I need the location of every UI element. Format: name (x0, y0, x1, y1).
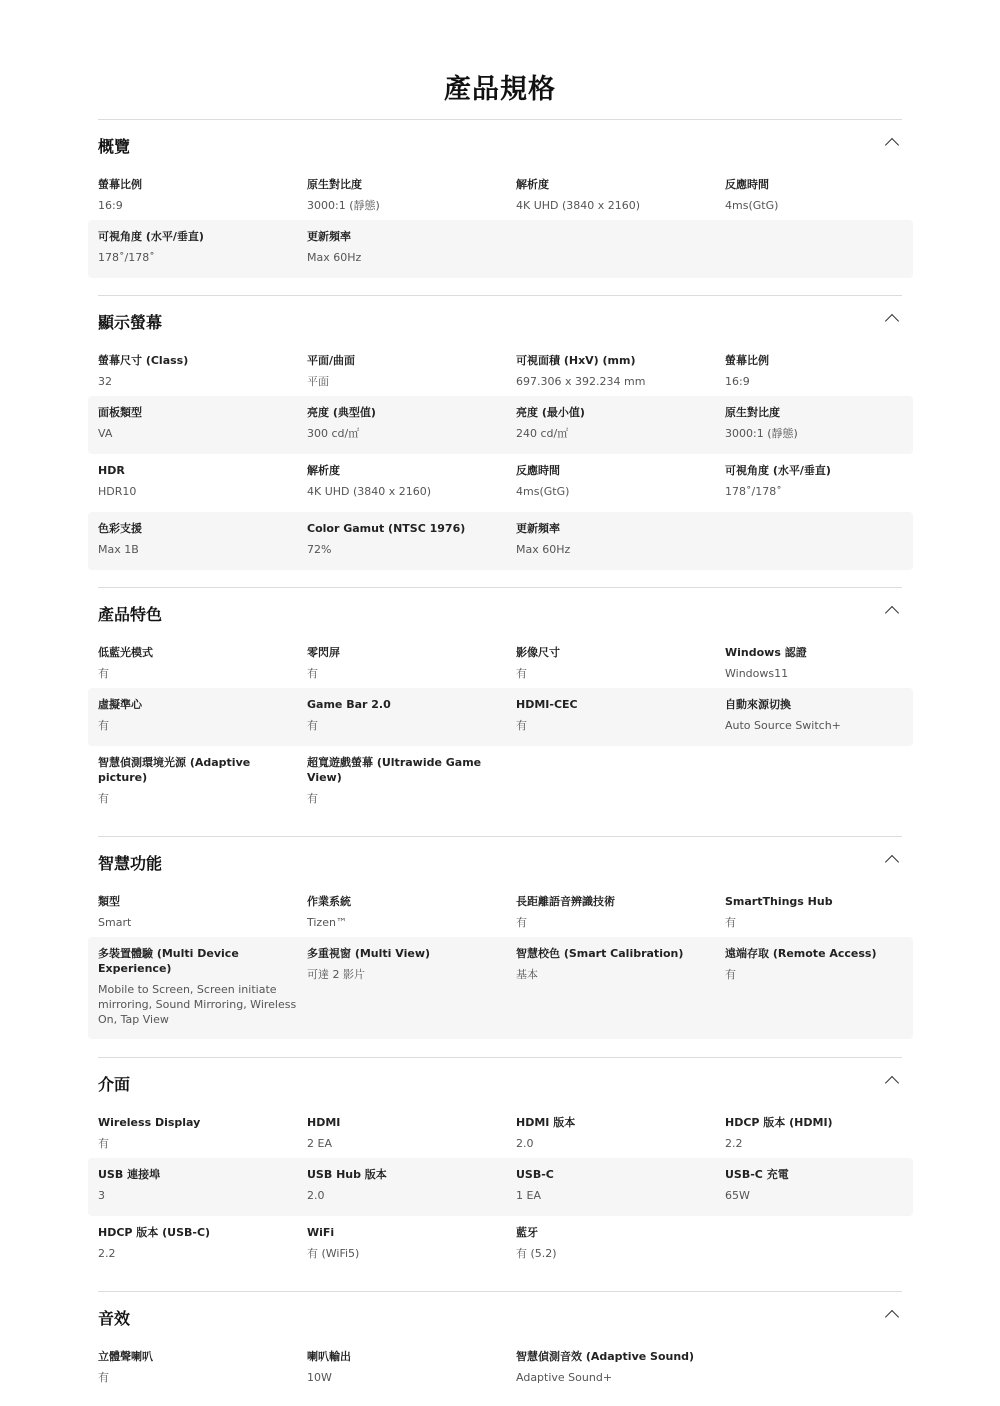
spec-value: Max 1B (98, 543, 139, 556)
spec-label: Color Gamut (NTSC 1976) (307, 522, 466, 535)
spec-item (98, 344, 298, 389)
spec-item (307, 746, 507, 806)
spec-row (88, 688, 913, 746)
spec-value: 2.2 (98, 1247, 116, 1260)
spec-value: 1 EA (516, 1189, 541, 1202)
spec-label: 虛擬準心 (98, 698, 142, 711)
section-header[interactable] (88, 851, 913, 877)
spec-item (98, 937, 298, 1027)
spec-value: 4ms(GtG) (725, 199, 779, 212)
spec-label: 智慧偵測環境光源 (Adaptive picture) (98, 756, 251, 784)
spec-item (307, 937, 507, 982)
spec-item (98, 885, 298, 930)
spec-row (88, 937, 913, 1039)
spec-section (88, 310, 913, 556)
spec-item (725, 168, 925, 213)
spec-label: 解析度 (307, 464, 340, 477)
spec-item (516, 1340, 716, 1385)
spec-value: Tizen™ (307, 916, 347, 929)
spec-label: 多裝置體驗 (Multi Device Experience) (98, 947, 239, 975)
chevron-up-icon[interactable] (885, 855, 899, 869)
spec-row (88, 512, 913, 570)
spec-item (725, 688, 925, 733)
spec-item (725, 1158, 925, 1203)
section-header[interactable] (88, 134, 913, 160)
spec-label: 立體聲喇叭 (98, 1350, 153, 1363)
spec-item (307, 220, 507, 265)
spec-label: USB 連接埠 (98, 1168, 161, 1181)
spec-label: HDMI (307, 1116, 341, 1129)
chevron-up-icon[interactable] (885, 138, 899, 152)
spec-row (88, 1106, 913, 1158)
section-title: 介面 (98, 1075, 131, 1094)
spec-label: 更新頻率 (516, 522, 560, 535)
spec-label: HDCP 版本 (USB-C) (98, 1226, 211, 1239)
spec-label: 影像尺寸 (516, 646, 560, 659)
spec-item (98, 1106, 298, 1151)
section-title: 智慧功能 (98, 854, 163, 873)
spec-item (516, 344, 716, 389)
spec-row (88, 454, 913, 512)
divider (98, 119, 902, 120)
spec-value: Adaptive Sound+ (516, 1371, 613, 1384)
spec-value: 有 (98, 719, 109, 732)
spec-label: 低藍光模式 (98, 646, 153, 659)
spec-item (307, 1340, 507, 1385)
spec-label: 亮度 (典型值) (307, 406, 376, 419)
spec-item (307, 885, 507, 930)
spec-value: 有 (307, 792, 318, 805)
spec-value: Windows11 (725, 667, 789, 680)
spec-item (98, 636, 298, 681)
spec-item (516, 885, 716, 930)
spec-label: Windows 認證 (725, 646, 807, 659)
spec-label: 作業系統 (307, 895, 351, 908)
spec-label: 平面/曲面 (307, 354, 356, 367)
spec-value: 有 (725, 916, 736, 929)
spec-item (516, 937, 716, 982)
spec-label: HDMI-CEC (516, 698, 578, 711)
spec-item (725, 344, 925, 389)
spec-label: 反應時間 (725, 178, 769, 191)
spec-value: 有 (307, 719, 318, 732)
spec-value: 有 (725, 968, 736, 981)
spec-item (307, 454, 507, 499)
spec-value: 基本 (516, 968, 538, 981)
spec-value: Smart (98, 916, 132, 929)
spec-section (88, 134, 913, 264)
spec-row (88, 396, 913, 454)
spec-label: 色彩支援 (98, 522, 142, 535)
spec-label: 更新頻率 (307, 230, 351, 243)
spec-row (88, 636, 913, 688)
spec-value: 2 EA (307, 1137, 332, 1150)
spec-value: Max 60Hz (307, 251, 362, 264)
spec-item (307, 1158, 507, 1203)
spec-value: 16:9 (725, 375, 750, 388)
spec-label: 面板類型 (98, 406, 142, 419)
spec-value: 240 cd/㎡ (516, 427, 569, 440)
spec-section (88, 1072, 913, 1260)
spec-label: 多重視窗 (Multi View) (307, 947, 431, 960)
spec-item (725, 636, 925, 681)
chevron-up-icon[interactable] (885, 1076, 899, 1090)
divider (98, 836, 902, 837)
spec-value: 平面 (307, 375, 329, 388)
section-header[interactable] (88, 310, 913, 336)
spec-value: 178˚/178˚ (725, 485, 782, 498)
spec-value: 3000:1 (靜態) (725, 427, 798, 440)
spec-value: 4K UHD (3840 x 2160) (307, 485, 432, 498)
divider (98, 1291, 902, 1292)
spec-section (88, 851, 913, 1026)
spec-label: 智慧校色 (Smart Calibration) (516, 947, 684, 960)
spec-item (516, 1216, 716, 1261)
page-title: 產品規格 (444, 74, 556, 105)
spec-label: WiFi (307, 1226, 335, 1239)
spec-label: Game Bar 2.0 (307, 698, 391, 711)
chevron-up-icon[interactable] (885, 1310, 899, 1324)
chevron-up-icon[interactable] (885, 314, 899, 328)
spec-label: 自動來源切換 (725, 698, 791, 711)
spec-label: 螢幕比例 (98, 178, 142, 191)
spec-value: 有 (516, 916, 527, 929)
spec-value: 有 (516, 667, 527, 680)
spec-label: 智慧偵測音效 (Adaptive Sound) (516, 1350, 695, 1363)
spec-label: 類型 (98, 895, 120, 908)
spec-item (307, 168, 507, 213)
section-title: 產品特色 (98, 605, 163, 624)
spec-row (88, 885, 913, 937)
spec-row (88, 168, 913, 216)
spec-item (98, 220, 298, 265)
section-title: 顯示螢幕 (98, 313, 163, 332)
spec-value: 3 (98, 1189, 105, 1202)
spec-value: VA (98, 427, 113, 440)
spec-value: 有 (98, 1371, 109, 1384)
spec-value: 3000:1 (靜態) (307, 199, 380, 212)
spec-item (307, 396, 507, 441)
spec-label: 反應時間 (516, 464, 560, 477)
spec-item (725, 1106, 925, 1151)
spec-value: 10W (307, 1371, 332, 1384)
spec-item (98, 454, 298, 499)
spec-label: 原生對比度 (307, 178, 362, 191)
spec-label: 喇叭輸出 (307, 1350, 351, 1363)
spec-row (88, 1158, 913, 1216)
spec-item (516, 688, 716, 733)
spec-label: 解析度 (516, 178, 549, 191)
spec-item (98, 512, 298, 557)
spec-row (88, 1216, 913, 1274)
spec-row (88, 220, 913, 278)
spec-value: 2.2 (725, 1137, 743, 1150)
spec-label: 零閃屏 (307, 646, 340, 659)
spec-item (98, 746, 298, 806)
spec-label: HDMI 版本 (516, 1116, 576, 1129)
spec-label: USB-C (516, 1168, 554, 1181)
spec-value: 2.0 (516, 1137, 534, 1150)
spec-section (88, 1306, 913, 1384)
spec-value: 4K UHD (3840 x 2160) (516, 199, 641, 212)
spec-item (98, 688, 298, 733)
spec-value: 4ms(GtG) (516, 485, 570, 498)
spec-item (307, 1106, 507, 1151)
spec-label: Wireless Display (98, 1116, 201, 1129)
section-header[interactable] (88, 1072, 913, 1098)
spec-value: 697.306 x 392.234 mm (516, 375, 646, 388)
spec-item (516, 168, 716, 213)
spec-label: 可視面積 (HxV) (mm) (516, 354, 636, 367)
spec-item (516, 454, 716, 499)
spec-value: 有 (98, 1137, 109, 1150)
spec-value: 300 cd/㎡ (307, 427, 360, 440)
spec-item (725, 396, 925, 441)
chevron-up-icon[interactable] (885, 606, 899, 620)
spec-label: USB Hub 版本 (307, 1168, 387, 1181)
spec-value: 16:9 (98, 199, 123, 212)
spec-label: 螢幕尺寸 (Class) (98, 354, 189, 367)
spec-value: 2.0 (307, 1189, 325, 1202)
spec-value: 有 (307, 667, 318, 680)
spec-label: 亮度 (最小值) (516, 406, 585, 419)
spec-label: 藍牙 (516, 1226, 538, 1239)
divider (98, 1057, 902, 1058)
spec-value: 可達 2 影片 (307, 968, 365, 981)
section-header[interactable] (88, 602, 913, 628)
spec-value: 有 (5.2) (516, 1247, 557, 1260)
spec-value: Auto Source Switch+ (725, 719, 841, 732)
spec-item (307, 688, 507, 733)
spec-label: HDR (98, 464, 125, 477)
spec-label: USB-C 充電 (725, 1168, 789, 1181)
spec-section (88, 602, 913, 805)
spec-item (307, 512, 507, 557)
spec-value: 有 (516, 719, 527, 732)
spec-item (516, 512, 716, 557)
spec-label: SmartThings Hub (725, 895, 833, 908)
divider (98, 295, 902, 296)
spec-item (516, 396, 716, 441)
spec-item (98, 1216, 298, 1261)
spec-row (88, 746, 913, 816)
spec-label: HDCP 版本 (HDMI) (725, 1116, 833, 1129)
spec-value: 32 (98, 375, 112, 388)
spec-item (725, 454, 925, 499)
spec-value: Max 60Hz (516, 543, 571, 556)
divider (98, 587, 902, 588)
spec-item (98, 1158, 298, 1203)
spec-value: Mobile to Screen, Screen initiate mirroring, Sound Mirroring, Wireless On, Tap View (98, 983, 297, 1026)
spec-row (88, 1340, 913, 1392)
spec-value: 72% (307, 543, 332, 556)
spec-value: 有 (WiFi5) (307, 1247, 360, 1260)
spec-item (516, 1158, 716, 1203)
spec-label: 可視角度 (水平/垂直) (725, 464, 831, 477)
spec-item (307, 1216, 507, 1261)
spec-item (516, 1106, 716, 1151)
spec-label: 可視角度 (水平/垂直) (98, 230, 204, 243)
spec-row (88, 344, 913, 396)
spec-item (725, 885, 925, 930)
spec-item (516, 636, 716, 681)
spec-item (98, 168, 298, 213)
spec-value: 65W (725, 1189, 750, 1202)
spec-item (98, 1340, 298, 1385)
spec-label: 遠端存取 (Remote Access) (725, 947, 877, 960)
spec-label: 螢幕比例 (725, 354, 769, 367)
section-title: 概覽 (98, 137, 131, 156)
spec-value: HDR10 (98, 485, 137, 498)
spec-label: 長距離語音辨識技術 (516, 895, 615, 908)
spec-item (307, 636, 507, 681)
spec-value: 178˚/178˚ (98, 251, 155, 264)
spec-item (98, 396, 298, 441)
section-header[interactable] (88, 1306, 913, 1332)
spec-value: 有 (98, 667, 109, 680)
spec-label: 超寬遊戲螢幕 (Ultrawide Game View) (307, 756, 482, 784)
spec-item (725, 937, 925, 982)
spec-item (307, 344, 507, 389)
spec-label: 原生對比度 (725, 406, 780, 419)
section-title: 音效 (98, 1309, 131, 1328)
spec-value: 有 (98, 792, 109, 805)
